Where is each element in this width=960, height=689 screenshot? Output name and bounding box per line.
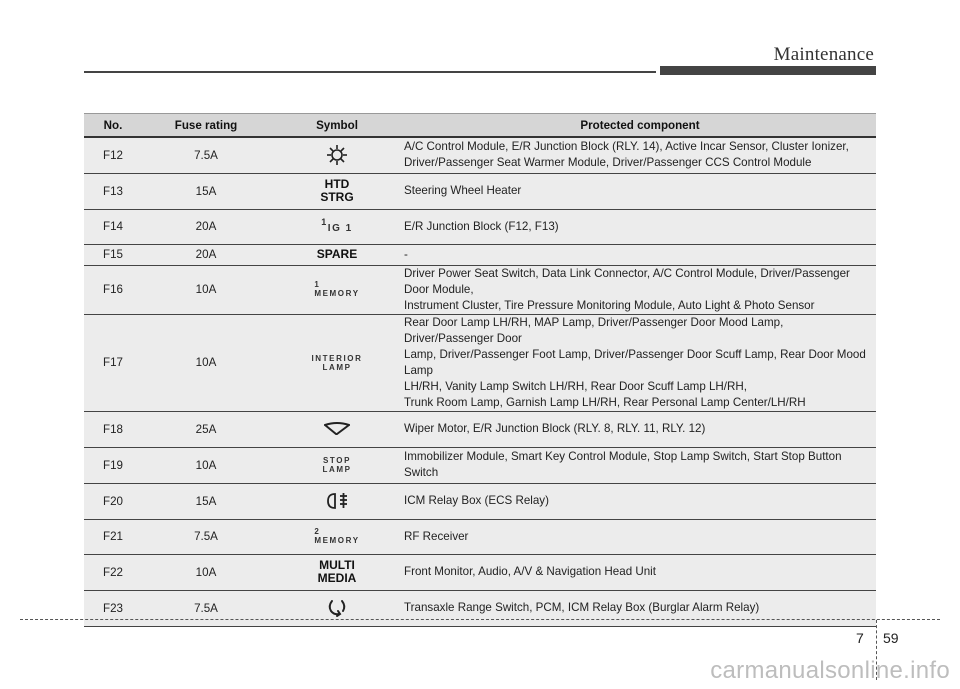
column-header-rating: Fuse rating bbox=[142, 114, 270, 138]
ig-symbol bbox=[321, 216, 353, 235]
symbol-text-line: LAMP bbox=[322, 465, 352, 474]
fuse-symbol bbox=[270, 519, 404, 554]
table-header-row bbox=[84, 114, 876, 138]
headlamp-leveling-icon bbox=[324, 494, 350, 507]
symbol-text bbox=[314, 527, 359, 545]
component-line: Steering Wheel Heater bbox=[404, 184, 522, 197]
transaxle-range-icon bbox=[326, 601, 348, 614]
symbol-text bbox=[270, 178, 404, 204]
fuse-rating: 25A bbox=[142, 411, 270, 447]
component-line: E/R Junction Block (F12, F13) bbox=[404, 219, 559, 233]
table-row bbox=[84, 411, 876, 447]
table-row bbox=[84, 314, 876, 411]
fuse-number: F19 bbox=[84, 447, 142, 483]
component-line: - bbox=[404, 247, 408, 261]
table-row bbox=[84, 447, 876, 483]
component-line: Immobilizer Module, Smart Key Control Module, Stop Lamp Switch, Start Stop Button Switch bbox=[404, 450, 842, 479]
protected-component bbox=[404, 590, 876, 626]
symbol-text bbox=[270, 354, 404, 372]
symbol-text-line: MULTI bbox=[319, 558, 355, 572]
fuse-number: F12 bbox=[84, 137, 142, 173]
section-title: Maintenance bbox=[773, 44, 874, 65]
fuse-number: F20 bbox=[84, 483, 142, 519]
protected-component bbox=[404, 447, 876, 483]
fuse-symbol bbox=[270, 244, 404, 265]
fuse-rating: 20A bbox=[142, 244, 270, 265]
fuse-number: F17 bbox=[84, 314, 142, 411]
fuse-symbol bbox=[270, 265, 404, 314]
table-row bbox=[84, 173, 876, 209]
component-line: Rear Door Lamp LH/RH, MAP Lamp, Driver/Passenger Door Mood Lamp, Driver/Passenger Door bbox=[404, 315, 784, 345]
fuse-symbol bbox=[270, 554, 404, 590]
protected-component bbox=[404, 519, 876, 554]
table-row bbox=[84, 265, 876, 314]
fuse-table bbox=[84, 113, 876, 627]
table-row bbox=[84, 519, 876, 554]
fuse-number: F16 bbox=[84, 265, 142, 314]
protected-component bbox=[404, 411, 876, 447]
protected-component bbox=[404, 483, 876, 519]
table-row bbox=[84, 244, 876, 265]
table-row bbox=[84, 137, 876, 173]
fuse-rating: 20A bbox=[142, 209, 270, 244]
symbol-text-line: MEMORY bbox=[314, 536, 360, 545]
fuse-rating: 10A bbox=[142, 265, 270, 314]
ac-fan-icon bbox=[326, 148, 348, 161]
fuse-number: F13 bbox=[84, 173, 142, 209]
symbol-text-line: 2 bbox=[314, 527, 321, 536]
symbol-text bbox=[314, 280, 359, 298]
symbol-text-line: MEMORY bbox=[314, 289, 360, 298]
fuse-number: F23 bbox=[84, 590, 142, 626]
component-line: Front Monitor, Audio, A/V & Navigation Head Unit bbox=[404, 565, 656, 578]
page-number: 59 bbox=[883, 630, 899, 646]
fuse-symbol bbox=[270, 314, 404, 411]
symbol-text bbox=[270, 248, 404, 261]
component-line: A/C Control Module, E/R Junction Block (RLY. 14), Active Incar Sensor, Cluster Ionizer, bbox=[404, 140, 849, 154]
fuse-rating: 10A bbox=[142, 554, 270, 590]
fuse-rating: 10A bbox=[142, 314, 270, 411]
component-line: Driver/Passenger Seat Warmer Module, Driver/Passenger CCS Control Module bbox=[404, 156, 812, 170]
fuse-number: F18 bbox=[84, 411, 142, 447]
protected-component bbox=[404, 314, 876, 411]
component-line: Trunk Room Lamp, Garnish Lamp LH/RH, Rear Personal Lamp Center/LH/RH bbox=[404, 395, 806, 409]
table-row bbox=[84, 483, 876, 519]
protected-component bbox=[404, 209, 876, 244]
ig-symbol-number: 1 bbox=[321, 216, 328, 227]
protected-component bbox=[404, 173, 876, 209]
protected-component bbox=[404, 554, 876, 590]
fuse-number: F21 bbox=[84, 519, 142, 554]
symbol-text-line: LAMP bbox=[322, 362, 352, 372]
table-row bbox=[84, 554, 876, 590]
header-rule bbox=[84, 71, 656, 73]
wiper-icon bbox=[322, 422, 352, 435]
footer-divider bbox=[20, 619, 940, 620]
component-line: ICM Relay Box (ECS Relay) bbox=[404, 494, 549, 507]
symbol-text-line: STOP bbox=[322, 456, 352, 465]
fuse-rating: 7.5A bbox=[142, 137, 270, 173]
ig-symbol-text: IG 1 bbox=[327, 223, 353, 235]
fuse-number: F15 bbox=[84, 244, 142, 265]
symbol-text-line: INTERIOR bbox=[311, 353, 363, 363]
fuse-symbol bbox=[270, 411, 404, 447]
fuse-symbol bbox=[270, 137, 404, 173]
table-row bbox=[84, 590, 876, 626]
component-line: LH/RH, Vanity Lamp Switch LH/RH, Rear Door Scuff Lamp LH/RH, bbox=[404, 379, 747, 393]
fuse-rating: 7.5A bbox=[142, 519, 270, 554]
fuse-number: F14 bbox=[84, 209, 142, 244]
fuse-symbol bbox=[270, 590, 404, 626]
protected-component bbox=[404, 244, 876, 265]
fuse-rating: 15A bbox=[142, 483, 270, 519]
column-header-component: Protected component bbox=[404, 114, 876, 138]
fuse-symbol bbox=[270, 447, 404, 483]
symbol-text-line: STRG bbox=[320, 190, 354, 204]
protected-component bbox=[404, 265, 876, 314]
chapter-number: 7 bbox=[856, 630, 864, 646]
component-line: Instrument Cluster, Tire Pressure Monitoring Module, Auto Light & Photo Sensor bbox=[404, 298, 815, 312]
fuse-rating: 7.5A bbox=[142, 590, 270, 626]
fuse-rating: 10A bbox=[142, 447, 270, 483]
watermark: carmanualsonline.info bbox=[710, 657, 950, 684]
fuse-symbol bbox=[270, 483, 404, 519]
fuse-symbol bbox=[270, 209, 404, 244]
fuse-number: F22 bbox=[84, 554, 142, 590]
component-line: Driver Power Seat Switch, Data Link Connector, A/C Control Module, Driver/Passenger Door Module, bbox=[404, 266, 850, 296]
symbol-text-line: MEDIA bbox=[317, 571, 357, 585]
component-line: Wiper Motor, E/R Junction Block (RLY. 8, RLY. 11, RLY. 12) bbox=[404, 422, 706, 435]
protected-component bbox=[404, 137, 876, 173]
component-line: RF Receiver bbox=[404, 529, 469, 543]
component-line: Transaxle Range Switch, PCM, ICM Relay Box (Burglar Alarm Relay) bbox=[404, 601, 760, 614]
header-rule-bar bbox=[660, 66, 876, 75]
table-row bbox=[84, 209, 876, 244]
column-header-symbol: Symbol bbox=[270, 114, 404, 138]
symbol-text bbox=[270, 559, 404, 585]
symbol-text-line: SPARE bbox=[316, 247, 358, 261]
fuse-rating: 15A bbox=[142, 173, 270, 209]
component-line: Lamp, Driver/Passenger Foot Lamp, Driver/Passenger Door Scuff Lamp, Rear Door Mood Lamp bbox=[404, 347, 866, 377]
column-header-no: No. bbox=[84, 114, 142, 138]
symbol-text-line: 1 bbox=[314, 280, 321, 289]
fuse-symbol bbox=[270, 173, 404, 209]
symbol-text-line: HTD bbox=[324, 177, 350, 191]
symbol-text bbox=[270, 456, 404, 474]
